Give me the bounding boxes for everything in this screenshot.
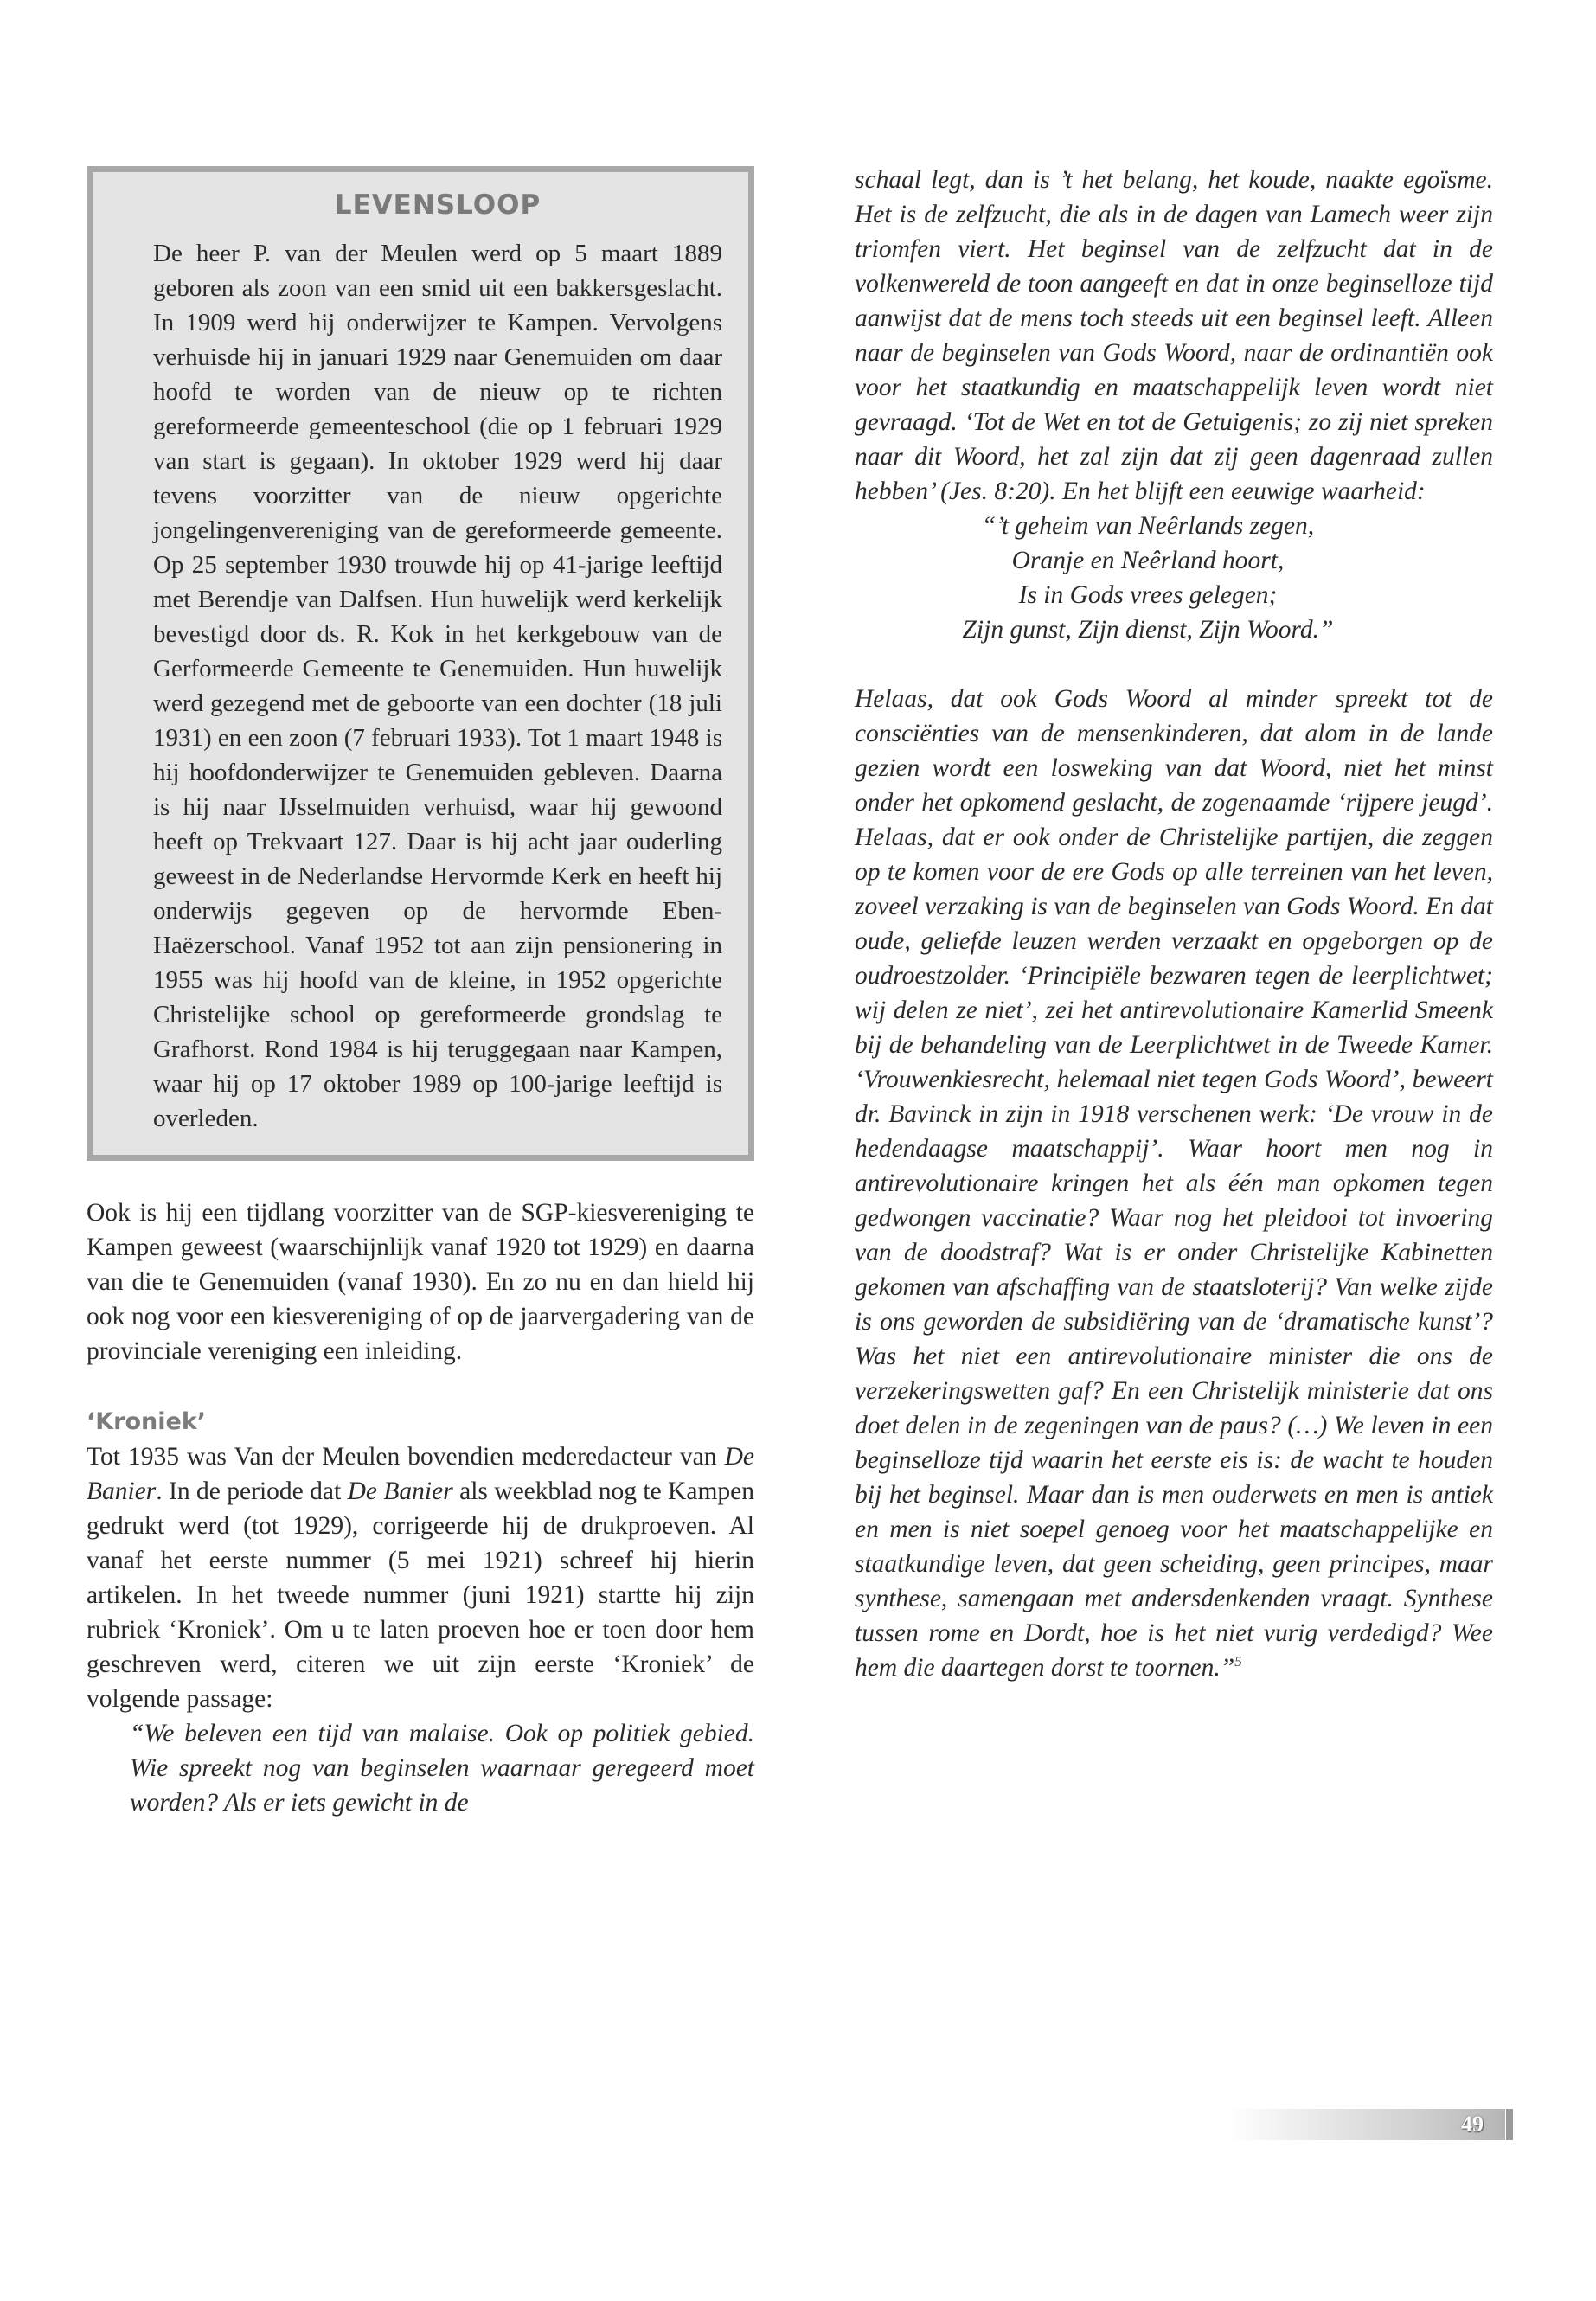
box-text: De heer P. van der Meulen werd op 5 maart 1889 geboren als zoon van een smid uit een bakkersgeslacht. In 1909 werd hij onderwijzer te Kampen. Vervolgens verhuisde hij in januari 1929 naar Genemuiden om daar hoofd te worden van de nieuw op te richten gereformeerde gemeenteschool (die op 1 februari 1929 van start is gegaan). In oktober 1929 werd hij daar tevens voorzitter van de nieuw opgerichte jongelingenvereniging van de gereformeerde gemeente. Op 25 september 1930 trouwde hij op 41-jarige leeftijd met Berendje van Dalfsen. Hun huwelijk werd kerkelijk bevestigd door ds. R. Kok in het kerkgebouw van de Gerformeerde Gemeente te Genemuiden. Hun huwelijk werd gezegend met de geboorte van een dochter (18 juli 1931) en een zoon (7 februari 1933). Tot 1 maart 1948 is hij hoofdonderwijzer te Genemuiden gebleven. Daarna is hij naar IJsselmuiden verhuisd, waar hij gewoond heeft op Trekvaart 127. Daar is hij acht jaar ouderling geweest in de Nederlandse Hervormde Kerk en heeft hij onderwijs gegeven op de hervormde Eben-Haëzerschool. Vanaf 1952 tot aan zijn pensionering in 1955 was hij hoofd van de kleine, in 1952 opgerichte Christelijke school op gereformeerde grondslag te Grafhorst. Rond 1984 is hij teruggegaan naar Kampen, waar hij op 17 oktober 1989 op 100-jarige leeftijd is overleden. xyxy=(153,240,722,1132)
quote-paragraph: Helaas, dat ook Gods Woord al minder spreekt tot de consciënties van de mensenkinderen, dat alom in de lande gezien wordt een losweking van dat Woord, niet het minst onder het opkomend geslacht, de zogenaamde ‘rijpere jeugd’. Helaas, dat er ook onder de Christelijke partijen, die zeggen op te komen voor de ere Gods op alle terreinen van het leven, zoveel verzaking is van de beginselen van Gods Woord. En dat oude, geliefde leuzen werden verzaakt en opgeborgen op de oudroestzolder. ‘Principiële bezwaren tegen de leerplichtwet; wij delen ze niet’, zei het antirevolutionaire Kamerlid Smeenk bij de behandeling van de Leerplichtwet in de Tweede Kamer. ‘Vrouwenkiesrecht, helemaal niet tegen Gods Woord’, beweert dr. Bavinck in zijn in 1918 verschenen werk: ‘De vrouw in de hedendaagse maatschappij’. Waar hoort men nog in antirevolutionaire kringen het als één man opkomen tegen gedwongen vaccinatie? Waar nog het pleidooi tot invoering van de doodstraf? Wat is er onder Christelijke Kabinetten gekomen van afschaffing van de staatsloterij? Van welke zijde is ons geworden de subsidiëring van de ‘dramatische kunst’? Was het niet een antirevolutionaire minister die ons de verzekeringswetten gaf? En een Christelijk ministerie dat ons doet delen in de zegeningen van de paus? (…) We leven in een beginselloze tijd waarin het eerste eis is: de wacht te houden bij het beginsel. Maar dan is men ouderwets en men is antiek en men is niet soepel genoeg voor het maatschappelijke en staatkundige leven, dat geen scheiding, geen principes, maar synthese, samengaan met andersdenkenden vraagt. Synthese tussen rome en Dordt, hoe is het niet vurig verdedigd? Wee hem die daartegen dorst te toornen.”$^5$ xyxy=(855,685,1493,1682)
section-heading: ‘Kroniek’ xyxy=(87,1408,207,1435)
poem-line: “’t geheim van Neêrlands zegen, xyxy=(981,512,1315,540)
quote-continuation: schaal legt, dan is ’t het belang, het koude, naakte egoïsme. Het is de zelfzucht, die als in de dagen van Lamech weer zijn triomfen viert. Het beginsel van de zelfzucht dat in de volkenwereld de toon aangeeft en dat in onze beginselloze tijd aanwijst dat de mens toch steeds uit een beginsel leeft. Alleen naar de beginselen van Gods Woord, naar de ordinantiën ook voor het staatkundig en maatschappelijk leven wordt niet gevraagd. ‘Tot de Wet en tot de Getuigenis; zo zij niet spreken naar dit Woord, het zal zijn dat zij geen dagenraad zullen hebben’ (Jes. 8:20). En het blijft een eeuwige waarheid: xyxy=(855,166,1493,505)
poem-line: Is in Gods vrees gelegen; xyxy=(1018,581,1278,609)
levensloop-box xyxy=(87,166,754,1161)
poem-line: Oranje en Neêrland hoort, xyxy=(1011,547,1285,574)
paragraph: Tot 1935 was Van der Meulen bovendien mederedacteur van De Banier. In de periode dat De Banier als weekblad nog te Kampen gedrukt werd (tot 1929), corrigeerde hij de drukproeven. Al vanaf het eerste nummer (5 mei 1921) schreef hij hierin artikelen. In het tweede nummer (juni 1921) startte hij zijn rubriek ‘Kroniek’. Om u te laten proeven hoe er toen door hem geschreven werd, citeren we uit zijn eerste ‘Kroniek’ de volgende passage: xyxy=(87,1443,754,1713)
paragraph: Ook is hij een tijdlang voorzitter van de SGP-kiesvereniging te Kampen geweest (waarschijnlijk vanaf 1920 tot 1929) en daarna van die te Genemuiden (vanaf 1930). En zo nu en dan hield hij ook nog voor een kiesvereniging of op de jaarvergadering van de provinciale vereniging een inleiding. xyxy=(87,1199,754,1365)
footnote-ref: 5 xyxy=(1234,1653,1242,1670)
page-stripe xyxy=(1506,2109,1513,2140)
left-column xyxy=(87,166,754,1820)
right-column xyxy=(855,163,1493,1685)
quote-start: “We beleven een tijd van malaise. Ook op politiek gebied. Wie spreekt nog van beginselen waarnaar geregeerd moet worden? Als er iets gewicht in de xyxy=(130,1720,754,1817)
publication-title: De Banier xyxy=(87,1443,754,1505)
box-title: LEVENSLOOP xyxy=(334,189,542,221)
poem-line: Zijn gunst, Zijn dienst, Zijn Woord.” xyxy=(962,616,1334,644)
page-number: 49 xyxy=(1461,2112,1484,2137)
poem xyxy=(855,509,1493,647)
publication-title: De Banier xyxy=(347,1477,453,1505)
